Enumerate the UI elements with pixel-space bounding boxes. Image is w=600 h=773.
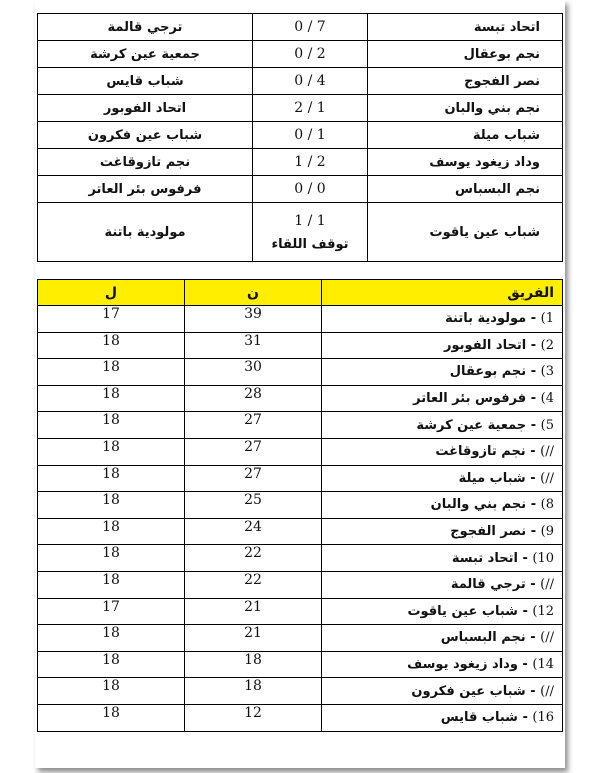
team-name: - ترجي قالمة [450,577,536,593]
match-score: 0 / 1 [253,122,368,149]
standings-row [38,518,563,545]
team-cell [322,359,563,386]
played-cell: 18 [38,571,185,598]
home-team: نجم البسباس [368,176,563,203]
team-name: - جمعية عين كرشة [416,417,537,433]
played-cell: 17 [38,598,185,625]
team-name: - نجم بوعقال [449,364,537,380]
points-cell: 18 [185,678,322,705]
points-cell: 27 [185,412,322,439]
rank-label: //) [540,630,554,646]
team-name: - نصر الفجوج [450,524,537,540]
team-cell [322,651,563,678]
team-name: - شباب قايس [440,710,528,726]
rank-label: //) [540,577,554,593]
team-cell [322,412,563,439]
match-score: 1 / 1 [294,212,326,229]
played-cell: 18 [38,518,185,545]
standings-row [38,465,563,492]
team-name: - شباب عين فكرون [411,683,536,699]
match-score: 2 / 1 [253,95,368,122]
away-team: شباب عين فكرون [38,122,253,149]
away-team: نجم تازوقاغت [38,149,253,176]
points-cell: 22 [185,571,322,598]
standings-header [38,280,563,306]
team-name: - نجم بني والبان [430,497,537,513]
team-cell [322,438,563,465]
table-divider [37,269,562,279]
points-cell: 21 [185,625,322,652]
played-cell: 18 [38,492,185,519]
match-results-table [37,13,563,262]
played-cell: 18 [38,704,185,731]
team-cell [322,385,563,412]
match-score: 0 / 4 [253,68,368,95]
team-cell [322,704,563,731]
home-team: اتحاد تبسة [368,14,563,41]
match-score: 0 / 2 [253,41,368,68]
standings-row [38,598,563,625]
played-cell: 18 [38,359,185,386]
points-cell: 27 [185,438,322,465]
match-score-cell [253,203,368,262]
team-name: - شباب ميلة [458,470,536,486]
standings-row [38,438,563,465]
standings-row [38,359,563,386]
team-cell [322,571,563,598]
home-team: وداد زيغود يوسف [368,149,563,176]
played-cell: 18 [38,678,185,705]
match-row [38,41,563,68]
points-header: ن [185,280,322,306]
points-cell: 39 [185,306,322,333]
rank-label: //) [540,470,554,486]
match-row [38,176,563,203]
points-cell: 30 [185,359,322,386]
played-cell: 18 [38,651,185,678]
team-cell [322,625,563,652]
rank-label: 9) [540,524,554,540]
standings-row [38,571,563,598]
standings-row [38,306,563,333]
match-row [38,95,563,122]
standings-row [38,492,563,519]
away-team: مولودية باتنة [38,203,253,262]
rank-label: 8) [540,497,554,513]
away-team: جمعية عين كرشة [38,41,253,68]
played-cell: 18 [38,385,185,412]
played-cell: 18 [38,332,185,359]
played-header: ل [38,280,185,306]
away-team: شباب قايس [38,68,253,95]
match-score: 0 / 7 [253,14,368,41]
team-cell [322,306,563,333]
points-cell: 28 [185,385,322,412]
points-cell: 21 [185,598,322,625]
rank-label: //) [540,444,554,460]
points-cell: 25 [185,492,322,519]
match-row [38,122,563,149]
standings-row [38,332,563,359]
rank-label: 16) [532,710,554,726]
played-cell: 18 [38,412,185,439]
team-cell [322,545,563,572]
team-name: - وداد زيغود يوسف [407,657,528,673]
standings-row [38,704,563,731]
standings-row [38,545,563,572]
rank-label: //) [540,683,554,699]
team-header: الفريق [322,280,563,306]
team-name: - نجم تازوقاغت [435,444,536,460]
team-name: - شباب عين ياقوت [407,603,528,619]
standings-row [38,625,563,652]
rank-label: 3) [540,364,554,380]
rank-label: 14) [532,657,554,673]
team-name: - اتحاد تبسة [451,550,528,566]
team-name: - نجم البسباس [440,630,536,646]
team-cell [322,678,563,705]
match-row [38,149,563,176]
played-cell: 17 [38,306,185,333]
rank-label: 1) [540,311,554,327]
team-cell [322,518,563,545]
played-cell: 18 [38,545,185,572]
standings-row [38,651,563,678]
match-score: 0 / 0 [253,176,368,203]
played-cell: 18 [38,438,185,465]
points-cell: 12 [185,704,322,731]
team-cell [322,598,563,625]
team-name: - فرفوس بئر العاتر [413,391,537,407]
match-note: توقف اللقاء [271,236,349,252]
away-team: فرفوس بئر العاتر [38,176,253,203]
rank-label: 5) [540,417,554,433]
home-team: نصر الفجوج [368,68,563,95]
team-name: - اتحاد الفوبور [444,337,537,353]
rank-label: 10) [532,550,554,566]
away-team: ترجي قالمة [38,14,253,41]
rank-label: 4) [540,391,554,407]
team-cell [322,465,563,492]
standings-row [38,412,563,439]
standings-table [37,279,563,732]
team-name: - مولودية باتنة [445,311,537,327]
points-cell: 24 [185,518,322,545]
rank-label: 12) [532,603,554,619]
home-team: شباب عين ياقوت [368,203,563,262]
team-cell [322,492,563,519]
home-team: شباب ميلة [368,122,563,149]
home-team: نجم بوعقال [368,41,563,68]
match-row [38,68,563,95]
team-cell [322,332,563,359]
points-cell: 22 [185,545,322,572]
standings-row [38,385,563,412]
rank-label: 2) [540,337,554,353]
standings-row [38,678,563,705]
played-cell: 18 [38,465,185,492]
points-cell: 18 [185,651,322,678]
home-team: نجم بني والبان [368,95,563,122]
match-row [38,14,563,41]
away-team: اتحاد الفوبور [38,95,253,122]
played-cell: 18 [38,625,185,652]
points-cell: 27 [185,465,322,492]
match-row [38,203,563,262]
points-cell: 31 [185,332,322,359]
match-score: 1 / 2 [253,149,368,176]
